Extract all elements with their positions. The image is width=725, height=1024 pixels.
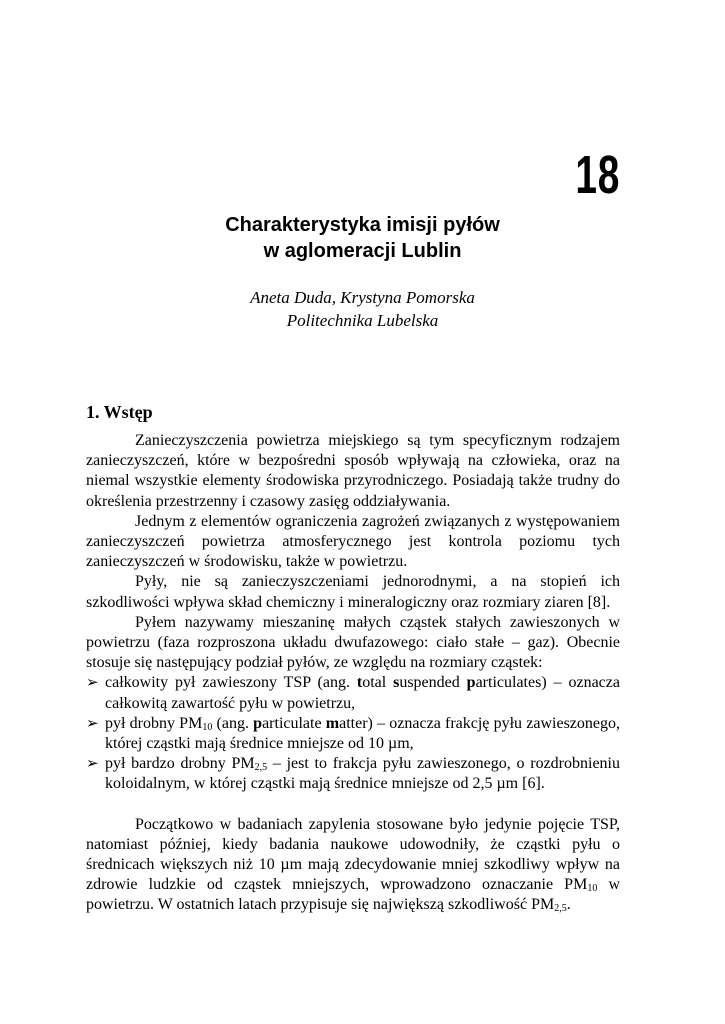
- article-body: [86, 400, 620, 916]
- title-line-2: w aglomeracji Lublin: [263, 240, 462, 262]
- paragraph: Zanieczyszczenia powietrza miejskiego są tym specyficznym rodzajem zanieczyszczeń, które w bezpośredni sposób wpływają na człowieka, oraz na niemal wszystkie elementy środowiska przyrodniczego. Posiadają także trudny do określenia przestrzenny i czasowy zasięg oddziaływania.: [86, 432, 620, 510]
- author-block: [0, 286, 725, 332]
- paper-title: [0, 212, 725, 264]
- particle-classification-list: [86, 673, 620, 794]
- paragraph: Początkowo w badaniach zapylenia stosowane było jedynie pojęcie TSP, natomiast później, kiedy badania naukowe udowodniły, że cząstki pyłu o średnicach większych niż 10 µm mają zdecydowanie mniej szkodliwy wpływ na zdrowie ludzkie od cząstek mniejszych, wprowadzono oznaczanie $PM_{10}$ w powietrzu. W ostatnich latach przypisuje się największą szkodliwość $PM_{2,5}$.: [86, 815, 620, 915]
- paragraph: Pyłem nazywamy mieszaninę małych cząstek stałych zawieszonych w powietrzu (faza rozproszona układu dwufazowego: ciało stałe – gaz). Obecnie stosuje się następujący podział pyłów, ze względu na rozmiary cząstek:: [86, 613, 620, 672]
- paragraph: Jednym z elementów ograniczenia zagrożeń związanych z występowaniem zanieczyszczeń powietrza atmosferycznego jest kontrola poziomu tych zanieczyszczeń w środowisku, także w powietrzu.: [86, 512, 620, 571]
- arrow-bullet-icon: ➢: [86, 715, 99, 732]
- list-item: ➢ pył bardzo drobny $PM_{2,5}$ – jest to frakcja pyłu zawieszonego, o rozdrobnieniu koloidalnym, w której cząstki mają średnice mniejsze od 2,5 µm [6].: [86, 755, 621, 793]
- arrow-bullet-icon: ➢: [86, 756, 99, 773]
- author-affiliation: Politechnika Lubelska: [286, 311, 439, 330]
- list-item: ➢ pył drobny $PM_{10}$ (ang. particulate matter) – oznacza frakcję pyłu zawieszonego, której cząstki mają średnice mniejsze od 10 µm,: [86, 714, 621, 753]
- section-heading: 1. Wstęp: [86, 402, 153, 422]
- author-names: Aneta Duda, Krystyna Pomorska: [250, 288, 475, 307]
- paragraph: Pyły, nie są zanieczyszczeniami jednorodnymi, a na stopień ich szkodliwości wpływa skład chemiczny i mineralogiczny oraz rozmiary ziaren [8].: [86, 573, 620, 611]
- chapter-number: 18: [575, 145, 620, 205]
- list-item: ➢ całkowity pył zawieszony TSP (ang. total suspended particulates) – oznacza całkowitą zawartość pyłu w powietrzu,: [86, 674, 620, 712]
- title-line-1: Charakterystyka imisji pyłów: [225, 214, 500, 236]
- arrow-bullet-icon: ➢: [86, 675, 99, 692]
